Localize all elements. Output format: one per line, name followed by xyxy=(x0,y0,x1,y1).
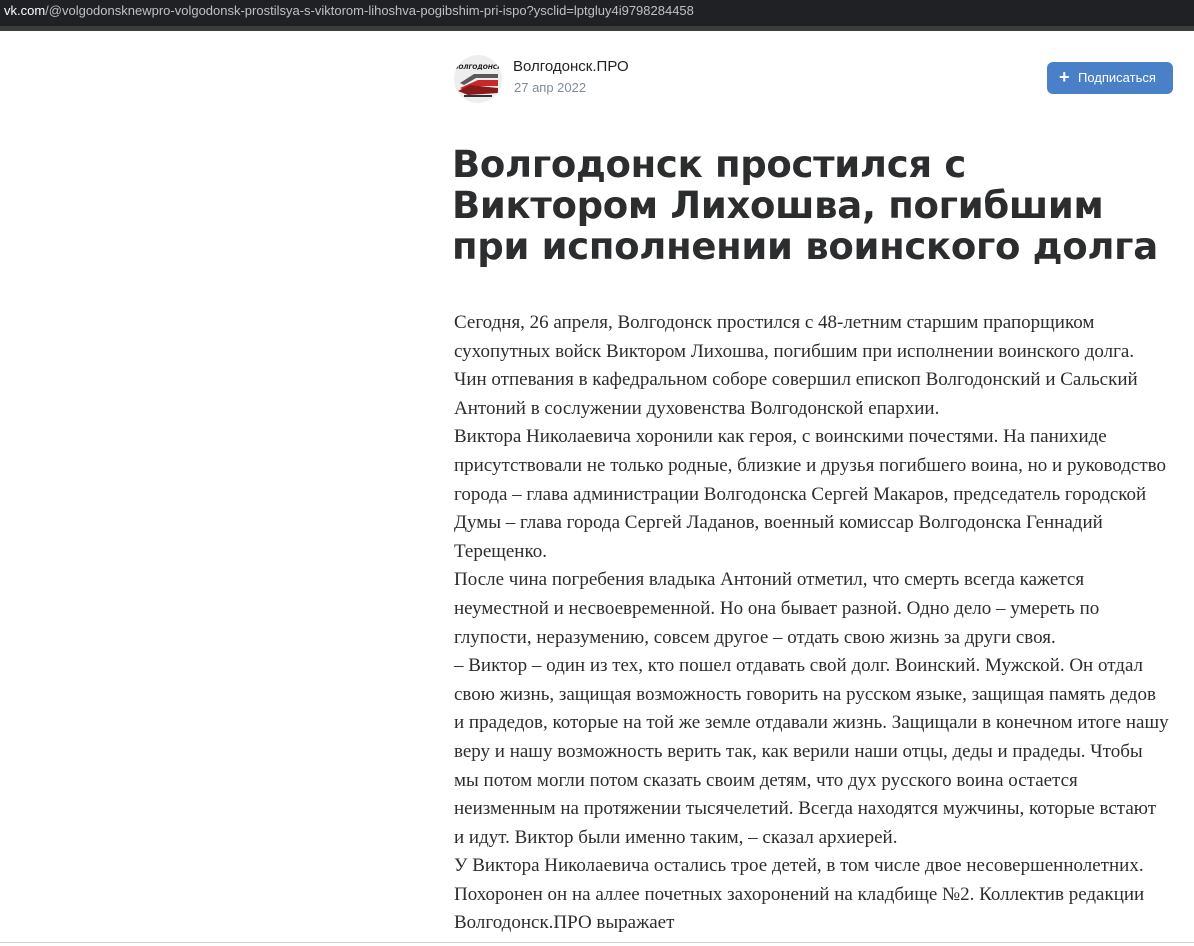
paragraph: – Виктор – один из тех, кто пошел отдавать свой долг. Воинский. Мужской. Он отдал свою жизнь, защищая возможность говорить на русском языке, защищая память дедов и прадедов, которые на той же земле отдавали жизнь. Защищали в конечном итоге нашу веру и нашу возможность верить так, как верили наши отцы, деды и прадеды. Чтобы мы потом могли потом сказать своим детям, что дух русского воина остается неизменным на протяжении тысячелетий. Всегда находятся мужчины, которые встают и идут. Виктор были именно таким, – сказал архиерей. xyxy=(454,655,1169,848)
url-domain: vk.com xyxy=(4,3,46,18)
article-body xyxy=(454,309,1170,938)
subscribe-button[interactable] xyxy=(1047,62,1173,94)
address-bar[interactable] xyxy=(0,0,1194,26)
paragraph: После чина погребения владыка Антоний отметил, что смерть всегда кажется неуместной и несвоевременной. Но она бывает разной. Одно дело – умереть по глупости, неразумению, совсем другое – отдать свою жизнь за други своя. xyxy=(454,569,1100,648)
paragraph: Виктора Николаевича хоронили как героя, с воинскими почестями. На панихиде присутствовали не только родные, близкие и друзья погибшего воина, но и руководство города – глава администрации Волгодонска Сергей Макаров, председатель городской Думы – глава города Сергей Ладанов, военный комиссар Волгодонска Геннадий Терещенко. xyxy=(454,426,1167,562)
volgodonsk-pro-logo-icon[interactable] xyxy=(454,55,502,103)
author-name[interactable]: Волгодонск.ПРО xyxy=(513,58,629,75)
bottom-divider xyxy=(0,942,1194,946)
paragraph: У Виктора Николаевича остались трое детей, в том числе двое несовершеннолетних. Похоронен он на аллее почетных захоронений на кладбище №2. Коллектив редакции Волгодонск.ПРО выражает xyxy=(454,855,1145,934)
paragraph: Сегодня, 26 апреля, Волгодонск простился с 48-летним старшим прапорщиком сухопутных войск Виктором Лихошва, погибшим при исполнении воинского долга. Чин отпевания в кафедральном соборе совершил епископ Волгодонский и Сальский Антоний в сослужении духовенства Волгодонской епархии. xyxy=(454,312,1138,419)
toolbar-divider xyxy=(0,26,1194,31)
subscribe-label: Подписаться xyxy=(1078,70,1156,85)
author-header xyxy=(452,55,1174,105)
plus-icon: + xyxy=(1059,67,1070,87)
svg-text:ВОЛГОДОНСК: ВОЛГОДОНСК xyxy=(454,64,502,71)
url-path: /@volgodonsknewpro-volgodonsk-prostilsya-s-viktorom-lihoshva-pogibshim-pri-ispo?ysclid=lptgluy4i9798284458 xyxy=(45,3,694,18)
publish-date: 27 апр 2022 xyxy=(514,80,587,95)
article-title: Волгодонск простился с Виктором Лихошва, погибшим при исполнении воинского долга xyxy=(452,143,1158,268)
